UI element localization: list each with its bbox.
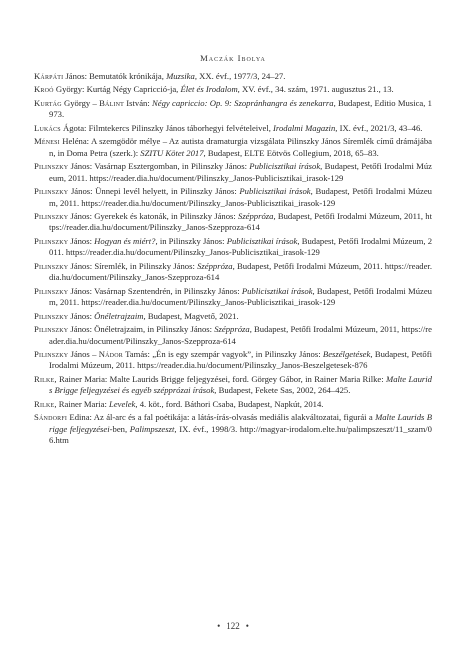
- work-title: Muzsika: [166, 71, 195, 81]
- reference-text: István:: [124, 97, 153, 108]
- reference-text: János: Síremlék, in Pilinszky János:: [68, 260, 198, 271]
- author-name: Lukács: [34, 122, 61, 133]
- reference-text: , Budapest, Petőfi Irodalmi Múzeum, 2011, https://reader.dia.hu/document/Pilinszky_Janos-Szepproza-614: [49, 210, 433, 233]
- work-title: Palimpszeszt: [129, 423, 175, 434]
- author-name: Pilinszky: [34, 186, 69, 197]
- reference-text: Ágota: Filmtekercs Pilinszky János táborhegyi felvételeivel,: [60, 122, 274, 133]
- reference-entry: [34, 349, 432, 372]
- page-number: 122: [226, 621, 240, 631]
- reference-text: , IX. évf., 2021/3, 43–46.: [335, 122, 423, 133]
- work-title: Levelek: [109, 398, 136, 409]
- running-head: Maczák Ibolya: [200, 53, 266, 63]
- reference-text: , Budapest, Petőfi Irodalmi Múzeum, 2011, https://reader.dia.hu/document/Pilinszky_Janos-Szepproza-614: [49, 324, 432, 346]
- reference-text: , Budapest, Fekete Sas, 2002, 264–425.: [214, 385, 351, 396]
- reference-text: , Budapest, Petőfi Irodalmi Múzeum, 2011. https://reader.dia.hu/document/Pilinszky_Janos-Publicisztikai_irasok-129: [49, 186, 432, 208]
- reference-entry: [34, 186, 432, 209]
- work-title: Publicisztikai írások: [249, 161, 321, 172]
- page-footer: [0, 621, 466, 631]
- reference-text: György: Kurtág Négy Capricció-ja,: [53, 84, 181, 95]
- work-title: Irodalmi Magazin: [273, 122, 336, 133]
- author-name: Rilke: [34, 373, 55, 384]
- reference-entry: [34, 98, 432, 121]
- reference-text: , Rainer Maria:: [54, 398, 110, 409]
- work-title: Széppróza: [214, 324, 250, 335]
- reference-text: , Budapest, Petőfi Irodalmi Múzeum, 2011. https://reader.dia.hu/document/Pilinszky_Janos-Publicisztikai_irasok-129: [49, 285, 432, 308]
- work-title: Publicisztikai írások: [241, 285, 313, 296]
- author-name: Pilinszky: [34, 310, 69, 321]
- reference-text: , Budapest, Petőfi Irodalmi Múzeum, 2011. https://reader.dia.hu/document/Pilinszky_Janos-Publicisztikai_irasok-129: [49, 161, 432, 183]
- author-name: Kárpáti: [34, 71, 64, 81]
- work-title: Élet és Irodalom: [180, 84, 238, 95]
- author-name: Pilinszky: [34, 161, 69, 172]
- reference-text: -ben,: [109, 423, 130, 434]
- author-name: Pilinszky: [34, 260, 69, 271]
- reference-text: János:: [68, 235, 95, 246]
- reference-text: , Budapest, Petőfi Irodalmi Múzeum, 2011. https://reader.dia.hu/document/Pilinszky_Janos-Beszelgetesek-876: [49, 348, 433, 371]
- reference-text: , Budapest, Editio Musica, 1973.: [49, 97, 432, 120]
- reference-text: , Rainer Maria: Malte Laurids Brigge feljegyzései, ford. Görgey Gábor, in Rainer Maria Rilke:: [54, 373, 387, 384]
- reference-text: János:: [68, 310, 95, 321]
- reference-text: , XV. évf., 34. szám, 1971. augusztus 21., 13.: [237, 84, 394, 95]
- author-name: Ménesi: [34, 136, 60, 147]
- author-name: Kroó: [34, 84, 54, 95]
- author-name: Bálint: [99, 97, 125, 108]
- reference-text: , Budapest, Petőfi Irodalmi Múzeum, 2011. https://reader.dia.hu/document/Pilinszky_Janos-Szepproza-614: [49, 260, 432, 283]
- reference-text: János –: [68, 348, 99, 359]
- reference-text: János: Gyerekek és katonák, in Pilinszky János:: [68, 210, 238, 221]
- reference-text: Heléna: A szemgödör mélye – Az autista dramaturgia vizsgálata Pilinszky János Síremlék című drámájában, in Doma Petra (szerk.):: [49, 136, 432, 158]
- reference-entry: [34, 311, 432, 322]
- work-title: Önéletrajzaim: [94, 310, 144, 321]
- author-name: Sándorfi: [34, 412, 68, 423]
- work-title: Publicisztikai írások: [226, 235, 298, 246]
- work-title: Beszélgetések: [322, 348, 371, 359]
- reference-text: , Budapest, Petőfi Irodalmi Múzeum, 2011. https://reader.dia.hu/document/Pilinszky_Janos-Publicisztikai_irasok-129: [49, 235, 433, 258]
- author-name: Rilke: [34, 398, 55, 409]
- reference-text: , in Pilinszky János:: [155, 235, 227, 246]
- reference-entry: [34, 236, 432, 259]
- author-name: Pilinszky: [34, 235, 69, 246]
- bibliography-list: [34, 71, 432, 449]
- reference-entry: [34, 412, 432, 446]
- work-title: Hogyan és miért?: [94, 235, 156, 246]
- reference-entry: [34, 123, 432, 134]
- reference-text: János: Vasárnap Esztergomban, in Pilinszky János:: [68, 161, 250, 172]
- reference-text: György –: [61, 97, 100, 108]
- work-title: Malte Laurids Brigge feljegyzései: [49, 412, 432, 434]
- reference-text: , Budapest, ELTE Eötvös Collegium, 2018, 65–83.: [203, 147, 379, 158]
- reference-text: , Budapest, Magvető, 2021.: [143, 310, 239, 321]
- reference-entry: [34, 324, 432, 347]
- reference-text: Edina: Az ál-arc és a fal poétikája: a látás-írás-olvasás mediális alakváltozatai, figurái a: [67, 412, 376, 423]
- reference-entry: [34, 71, 432, 82]
- author-name: Nádor: [98, 348, 123, 359]
- author-name: Pilinszky: [34, 348, 69, 359]
- author-name: Kurtág: [34, 97, 62, 108]
- reference-entry: [34, 84, 432, 95]
- reference-text: , 4. köt., ford. Báthori Csaba, Budapest, Napkút, 2014.: [135, 398, 324, 409]
- reference-text: , XX. évf., 1977/3, 24–27.: [194, 71, 286, 81]
- reference-entry: [34, 374, 432, 397]
- reference-text: János: Bemutatók krónikája,: [63, 71, 167, 81]
- reference-entry: [34, 261, 432, 284]
- footer-ornament-left: •: [217, 621, 221, 631]
- reference-text: János: Önéletrajzaim, in Pilinszky János:: [68, 324, 215, 335]
- reference-text: János: Vasárnap Szentendrén, in Pilinszky János:: [68, 285, 242, 296]
- reference-text: János: Ünnepi levél helyett, in Pilinszky János:: [68, 186, 240, 197]
- work-title: Négy capriccio: Op. 9: Szopránhangra és zenekarra: [152, 97, 334, 108]
- reference-entry: [34, 161, 432, 184]
- work-title: Malte Laurids Brigge feljegyzései és egyéb szépprózai írások: [49, 373, 432, 396]
- reference-entry: [34, 286, 432, 309]
- reference-entry: [34, 211, 432, 234]
- footer-ornament-right: •: [245, 621, 249, 631]
- author-name: Pilinszky: [34, 285, 69, 296]
- work-title: Publicisztikai írások: [239, 186, 311, 197]
- work-title: Széppróza: [197, 260, 233, 271]
- reference-entry: [34, 136, 432, 159]
- work-title: Széppróza: [238, 210, 274, 221]
- reference-entry: [34, 399, 432, 410]
- author-name: Pilinszky: [34, 210, 69, 221]
- reference-text: , IX. évf., 1998/3. http://magyar-irodalom.elte.hu/palimpszeszt/11_szam/06.htm: [49, 423, 432, 446]
- author-name: Pilinszky: [34, 324, 69, 335]
- reference-text: Tamás: „Én is egy szempár vagyok”, in Pilinszky János:: [122, 348, 323, 359]
- work-title: SZITU Kötet 2017: [140, 147, 204, 158]
